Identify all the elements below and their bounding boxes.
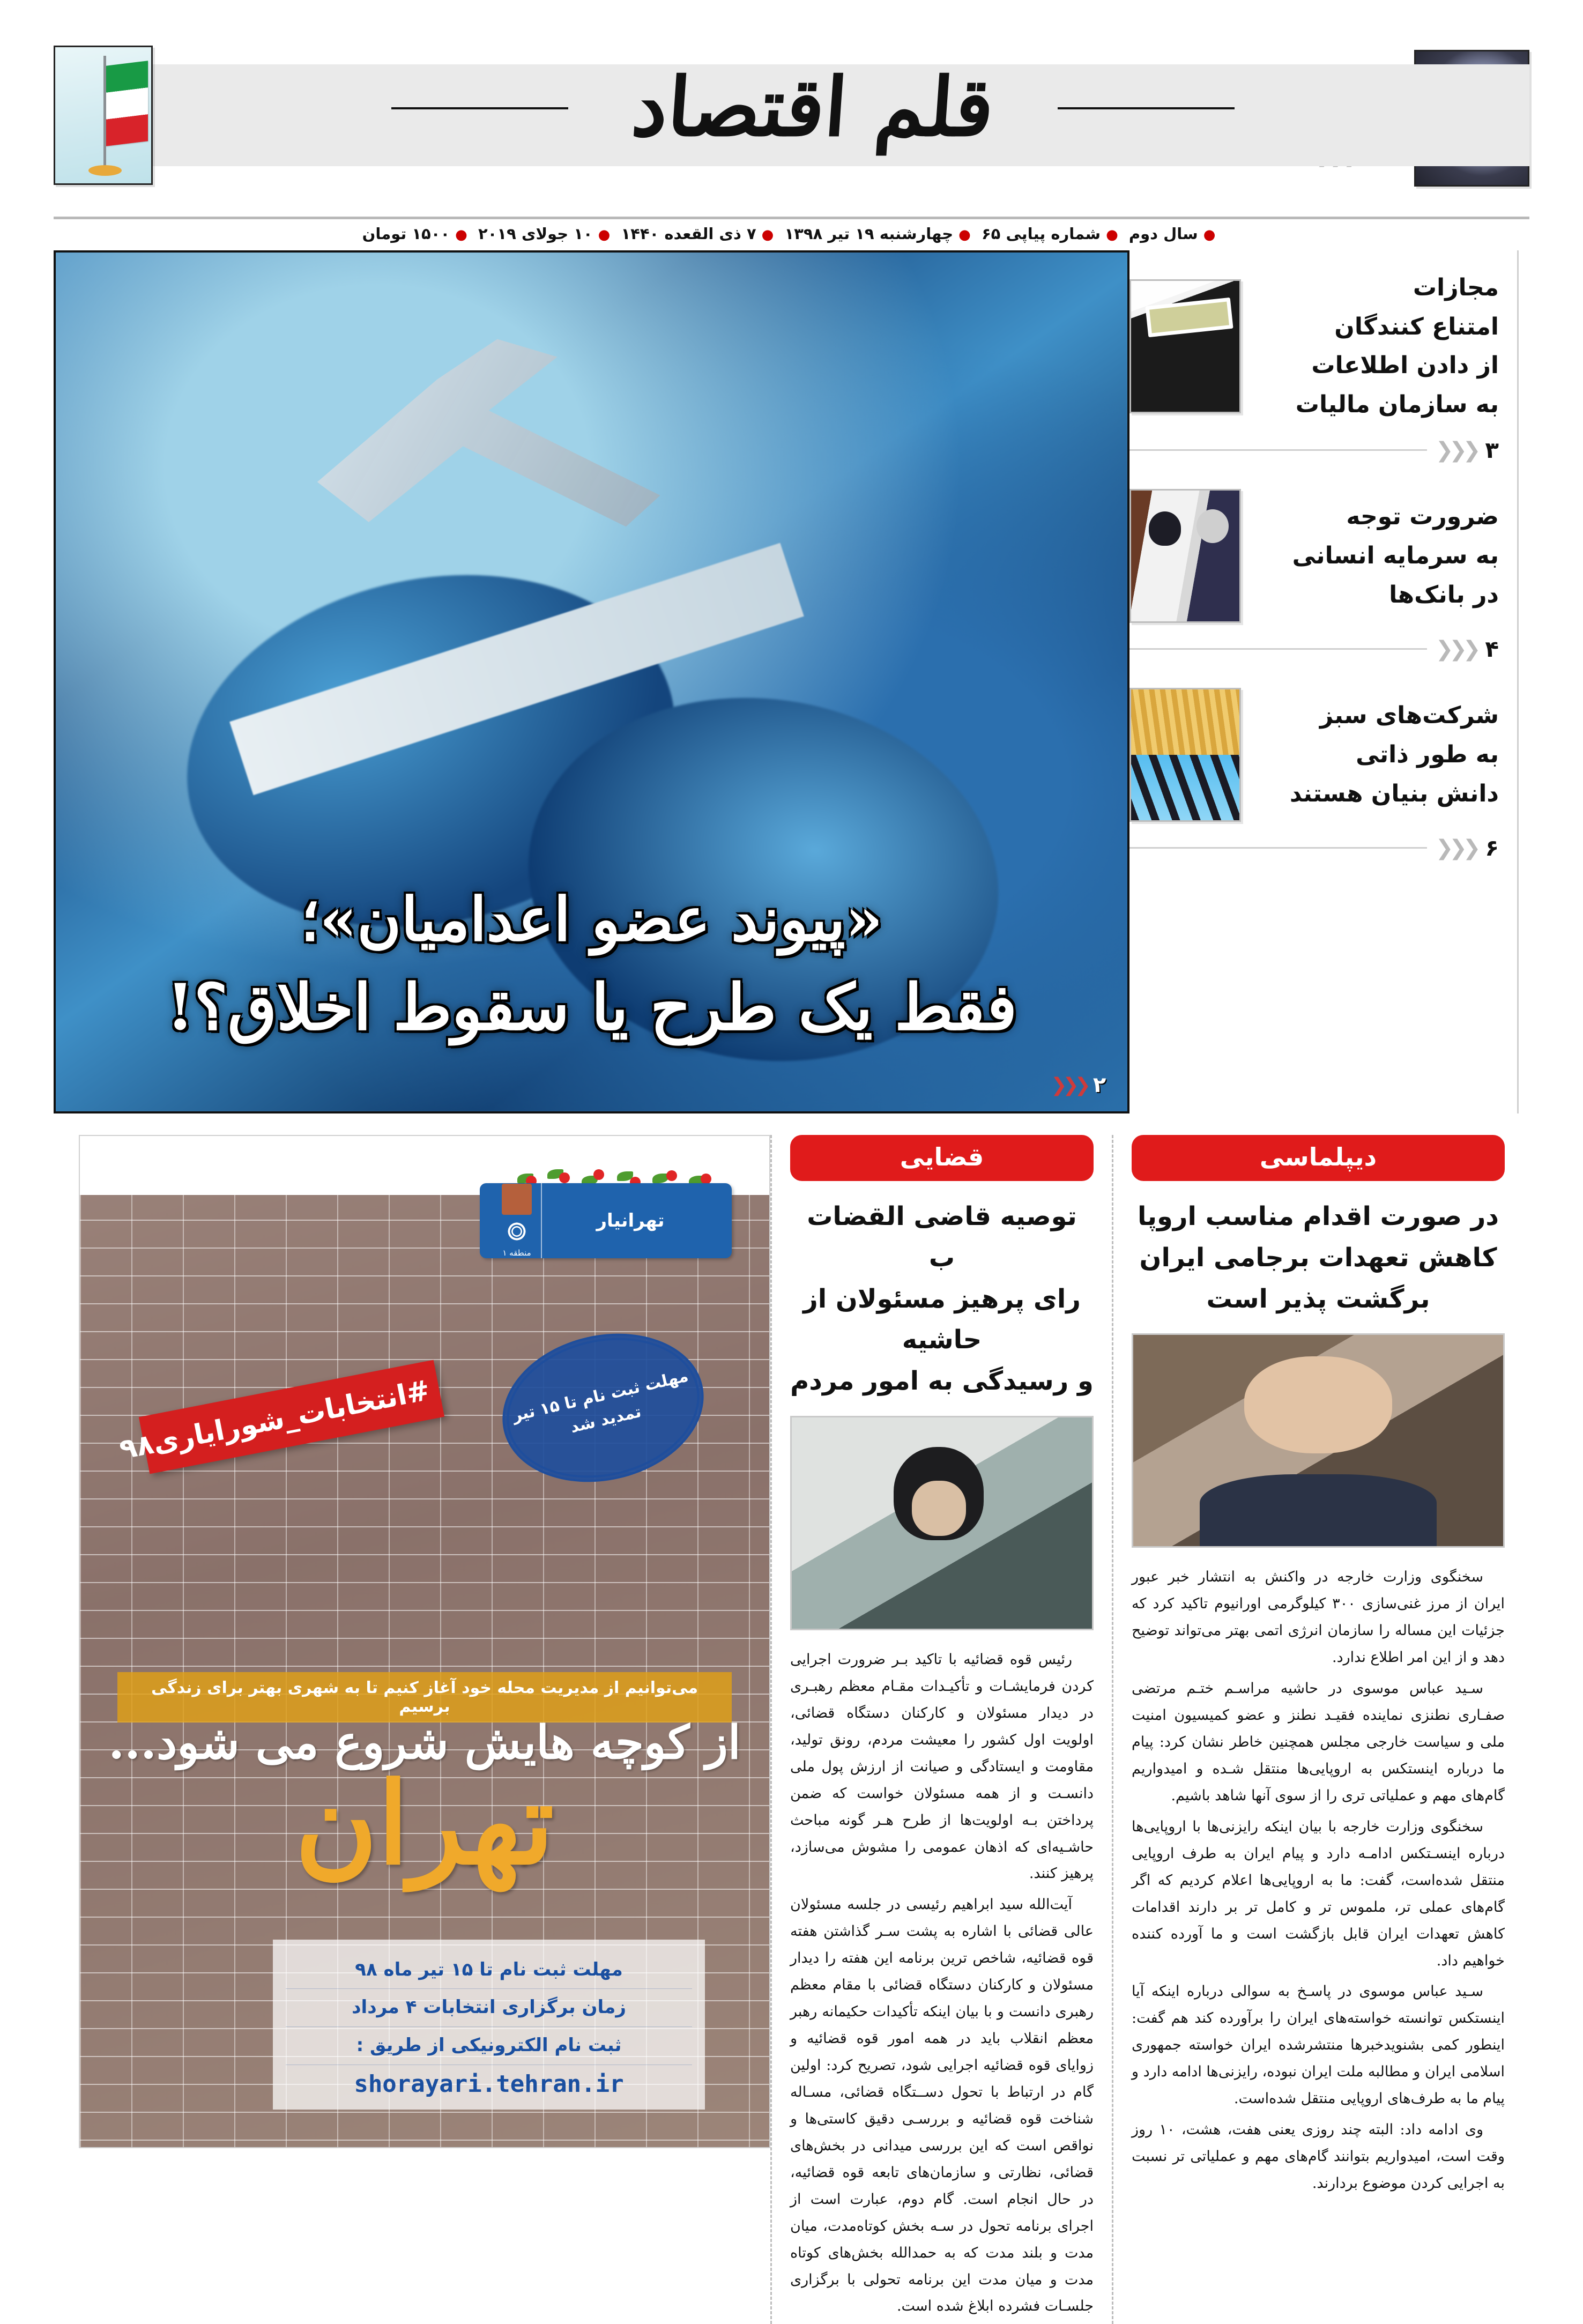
bullet-icon: ● xyxy=(455,227,467,243)
sidebar-title-line: از دادن اطلاعات xyxy=(1311,352,1499,380)
sidebar-title-line: شرکت‌های سبز xyxy=(1319,702,1499,730)
sidebar-item-footer xyxy=(1129,822,1499,868)
stamp-text: مهلت ثبت نام تا ۱۵ تیر تمدید شد xyxy=(510,1367,690,1437)
sidebar-item-tax-penalty[interactable] xyxy=(1129,250,1499,424)
ad-info-row: ثبت نام الکترونیکی از طریق : xyxy=(286,2027,692,2065)
dateline-price: ۱۵۰۰ تومان xyxy=(362,225,450,243)
sign-color-chip xyxy=(502,1184,532,1215)
dateline xyxy=(54,225,1529,250)
deadline-extended-stamp xyxy=(488,1315,719,1502)
chevron-left-icon: ❮❮❮ xyxy=(1051,1074,1087,1096)
lead-story-column xyxy=(54,250,1129,1113)
tehran-municipality-logo-icon xyxy=(504,1219,529,1244)
headline-line: و رسیدگی به امور مردم xyxy=(790,1366,1094,1397)
diplomacy-body-text xyxy=(1132,1564,1505,2197)
sidebar-title-line: ضرورت توجه xyxy=(1346,503,1499,531)
body-paragraph: وی ادامه داد: البته چند روزی یعنی هفت، هشت، ۱۰ روز وقت است، امیدواریم بتوانند گام‌های مهم و عملیاتی تر نسبت به اجرایی کردن موضوع بردارند. xyxy=(1132,2121,1505,2192)
bullet-icon: ● xyxy=(958,227,971,243)
lead-page-number: ۲ xyxy=(1093,1073,1106,1097)
divider xyxy=(1129,847,1426,849)
sidebar-title-line: به سرمایه انسانی xyxy=(1292,542,1499,570)
lead-headline-line-1: «پیوند عضو اعدامیان»؛ xyxy=(300,885,883,955)
sidebar-item-green-companies[interactable] xyxy=(1129,670,1499,822)
diplomacy-headline[interactable] xyxy=(1132,1196,1505,1319)
bullet-icon: ● xyxy=(1203,227,1216,243)
sidebar-item-human-capital[interactable] xyxy=(1129,471,1499,623)
logo-rule-left xyxy=(391,107,568,109)
sidebar-item-footer xyxy=(1129,623,1499,670)
section-tag-diplomacy[interactable]: دیپلماسی xyxy=(1132,1135,1505,1181)
masthead xyxy=(54,0,1529,214)
sidebar-item-footer xyxy=(1129,424,1499,471)
body-paragraph: رئیس قوه قضائیه با تاکید بـر ضرورت اجرایی کردن فرمایشـات و تأکیـدات مقـام معظم رهبـری در دیدار مسئولان و کارکنان دستگاه قضائی، اولویت اول کشور را معیشت مردم، رونق تولید، مقاومت و ایستادگی و صیانت از ارزش پول ملی دانسـت و از همه مسئولان خواست که ضمن پرداختن بـه اولویت‌ها از طرح هـر گونه مباحث حاشـیه‌ای که اذهان عمومی را مشوش می‌سازد، پرهیز کنند. xyxy=(790,1651,1094,1882)
lead-page-reference xyxy=(1051,1073,1106,1097)
lead-headline-line-2: فقط یک طرح یا سقوط اخلاق؟! xyxy=(166,970,1017,1045)
street-sign-district: منطقه ۱ xyxy=(502,1248,531,1258)
dateline-hijri: ۷ ذی القعده ۱۴۴۰ xyxy=(621,225,756,243)
sidebar-title-line: به سازمان مالیات xyxy=(1295,390,1499,418)
raisi-portrait-image xyxy=(790,1416,1094,1630)
sidebar-item-title xyxy=(1256,269,1499,424)
body-paragraph: سـید عباس موسوی در حاشیه مراسـم ختـم مرتضی صفـاری نطنزی نماینده فقیـد نطنز و عضو کمیسیون امنیت ملی و سیاست خارجی مجلس همچنین خاطر نشان کرد: پیام ما درباره اینستکس به اروپایی‌ها منتقل شـده و امیدواریم گام‌های مهم و عملیاتی تری را از سوی آنها شاهد باشیم. xyxy=(1132,1680,1505,1804)
sidebar-item-title xyxy=(1256,498,1499,614)
bullet-icon: ● xyxy=(1106,227,1118,243)
sidebar-title-line: مجازات xyxy=(1413,274,1499,301)
section-tag-judicial[interactable]: قضایی xyxy=(790,1135,1094,1181)
ad-registration-info xyxy=(273,1940,705,2110)
sidebar-page-number: ۳ xyxy=(1485,437,1499,464)
newspaper-title: قلم اقتصاد xyxy=(629,60,997,154)
logo-rule-right xyxy=(1058,107,1235,109)
sidebar-title-line: در بانک‌ها xyxy=(1389,581,1499,608)
body-paragraph: سخنگوی وزارت خارجه با بیان اینکه رایزنی‌ها با اروپایی‌ها درباره اینسـتکس ادامـه دارد و پیام ایران به طرف اروپایی منتقل شده‌است، گفت: ما به اروپایی‌ها اعلام کردیم که اگر گام‌های عملی تر، ملموس تر و کامل تر بر دارند اقدامات کاهش تعهدات ایران قابل بازگشت است و ما آورده کننده خواهیم داد. xyxy=(1132,1818,1505,1969)
headline-line: در صورت اقدام مناسب اروپا xyxy=(1137,1201,1499,1231)
graffiti-line-1: از کوچه هایش شروع می شود... xyxy=(108,1716,741,1770)
dateline-issue: شماره پیاپی ۶۵ xyxy=(981,225,1101,243)
headline-line: برگشت پذیر است xyxy=(1206,1283,1430,1314)
flag-cloth xyxy=(106,61,148,146)
street-sign-text: تهرانیار xyxy=(596,1210,665,1231)
ad-hashtag-text: #انتخابات_شورایاری۹۸ xyxy=(117,1374,433,1466)
body-paragraph: سخنگوی وزارت خارجه در واکنش به انتشار خبر عبور ایران از مرز غنی‌سازی ۳۰۰ کیلوگرمی اورانیوم تاکید کرد که جزئیات این مساله را سازمان انرژی اتمی بهتر می‌تواند توضیح دهد و از این امر اطلاع ندارد. xyxy=(1132,1569,1505,1666)
dateline-year: سال دوم xyxy=(1128,225,1198,243)
wheat-industry-thumbnail-image xyxy=(1129,688,1241,822)
graffiti-line-2: تهران xyxy=(295,1757,554,1890)
bullet-icon: ● xyxy=(761,227,774,243)
newspaper-logo[interactable] xyxy=(629,60,997,154)
divider xyxy=(1129,648,1426,650)
article-diplomacy xyxy=(1113,1135,1521,2324)
advertisement-shorayari[interactable] xyxy=(79,1135,770,2324)
ad-hashtag-banner xyxy=(117,1360,444,1474)
sidebar-title-line: به طور ذاتی xyxy=(1356,741,1499,769)
sidebar-title-line: امتناع کنندگان xyxy=(1334,313,1499,340)
ad-slogan-text: می‌توانیم از مدیریت محله خود آغاز کنیم تا به شهری بهتر برای زندگی برسیم xyxy=(151,1679,698,1716)
judicial-headline[interactable] xyxy=(790,1196,1094,1402)
iran-flag-thumbnail-image xyxy=(54,46,153,185)
dateline-jalali: چهارشنبه ۱۹ تیر ۱۳۹۸ xyxy=(784,225,954,243)
calculator-thumbnail-image xyxy=(1129,279,1241,413)
ad-brick-wall-panel xyxy=(79,1135,770,2148)
mousavi-portrait-image xyxy=(1132,1333,1505,1548)
masthead-logo-area xyxy=(397,0,1229,214)
tehranyar-street-sign xyxy=(480,1183,732,1258)
sidebar-item-title xyxy=(1256,696,1499,813)
lead-headline xyxy=(56,877,1127,1052)
judicial-body-text xyxy=(790,1646,1094,2320)
sidebar-title-line: دانش بنیان هستند xyxy=(1289,779,1499,807)
body-paragraph: آیت‌الله سید ابراهیم رئیسی در جلسه مسئولان عالی قضائی با اشاره به پشت سـر گذاشتن هفته قوه قضائیه، شاخص ترین برنامه این هفته را دیدار مسئولان و کارکنان دستگاه قضائی با مقام معظم رهبری دانست و با بیان اینکه تأکیدات حکیمانه رهبر معظم انقلاب باید در همه امور قوه قضائیه و زوایای قوه قضائیه اجرایی شود، تصریح کرد: اولین گام در ارتباط با تحول دســتگاه قضائی، مسـاله شناخت قوه قضائیه و بررسـی دقیق کاستی‌ها و نواقص است که این بررسی میدانی در بخش‌های قضائی، نظارتی و سازمان‌های تابعه قوه قضائیه، در حال انجام است. گام دوم، عبارت است از اجرای برنامه تحول در سـه بخش کوتاه‌مدت، میان مدت و بلند مدت که به حمدالله بخش‌های کوتاه مدت و میان مدت این برنامه تحولی با برگزاری جلسـات فشرده ابلاغ شده است. xyxy=(790,1896,1094,2315)
sidebar-page-number: ۶ xyxy=(1485,835,1499,862)
handshake-award-thumbnail-image xyxy=(1129,489,1241,623)
bullet-icon: ● xyxy=(598,227,611,243)
divider xyxy=(1129,449,1426,451)
chevron-left-icon: ❮❮❮ xyxy=(1435,437,1477,463)
ad-registration-url[interactable]: shorayari.tehran.ir xyxy=(354,2070,624,2098)
headline-line: توصیه قاضی القضات ب xyxy=(807,1201,1077,1273)
sidebar-page-number: ۴ xyxy=(1485,636,1499,663)
ad-info-row: مهلت ثبت نام تا ۱۵ تیر ماه ۹۸ xyxy=(286,1951,692,1989)
body-paragraph: سـید عباس موسوی در پاسـخ به سوالی درباره اینکه آیا اینستکس توانسته خواسته‌های ایران را برآورده کند هم گفت: اینطور کمی بشنویدخبرها منتشرشده ایران خواسته جمهوری اسلامی ایران و مطالبه ملت ایران نبوده، رایزنی‌ها ادامه دارد و پیام ما به طرف‌های اروپایی منتقل شده‌است. xyxy=(1132,1983,1505,2107)
flag-base xyxy=(88,165,122,176)
ad-graffiti xyxy=(80,1715,769,1890)
headline-line: کاهش تعهدات برجامی ایران xyxy=(1139,1242,1497,1273)
chevron-left-icon: ❮❮❮ xyxy=(1435,835,1477,860)
dateline-gregorian: ۱۰ جولای ۲۰۱۹ xyxy=(478,225,593,243)
street-sign-emblem-area xyxy=(493,1183,542,1258)
surgical-scissors-shape xyxy=(292,321,720,545)
sidebar-column xyxy=(1129,250,1519,1113)
main-content-grid xyxy=(54,250,1529,1113)
flag-pole xyxy=(103,56,106,171)
lead-story-photo[interactable] xyxy=(54,250,1129,1113)
dateline-divider xyxy=(54,217,1529,219)
bottom-articles-row xyxy=(54,1135,1529,2324)
ad-info-row: زمان برگزاری انتخابات ۴ مرداد xyxy=(286,1989,692,2027)
article-judicial xyxy=(770,1135,1113,2324)
headline-line: رای پرهیز مسئولان از حاشیه xyxy=(803,1283,1081,1355)
chevron-left-icon: ❮❮❮ xyxy=(1435,636,1477,662)
